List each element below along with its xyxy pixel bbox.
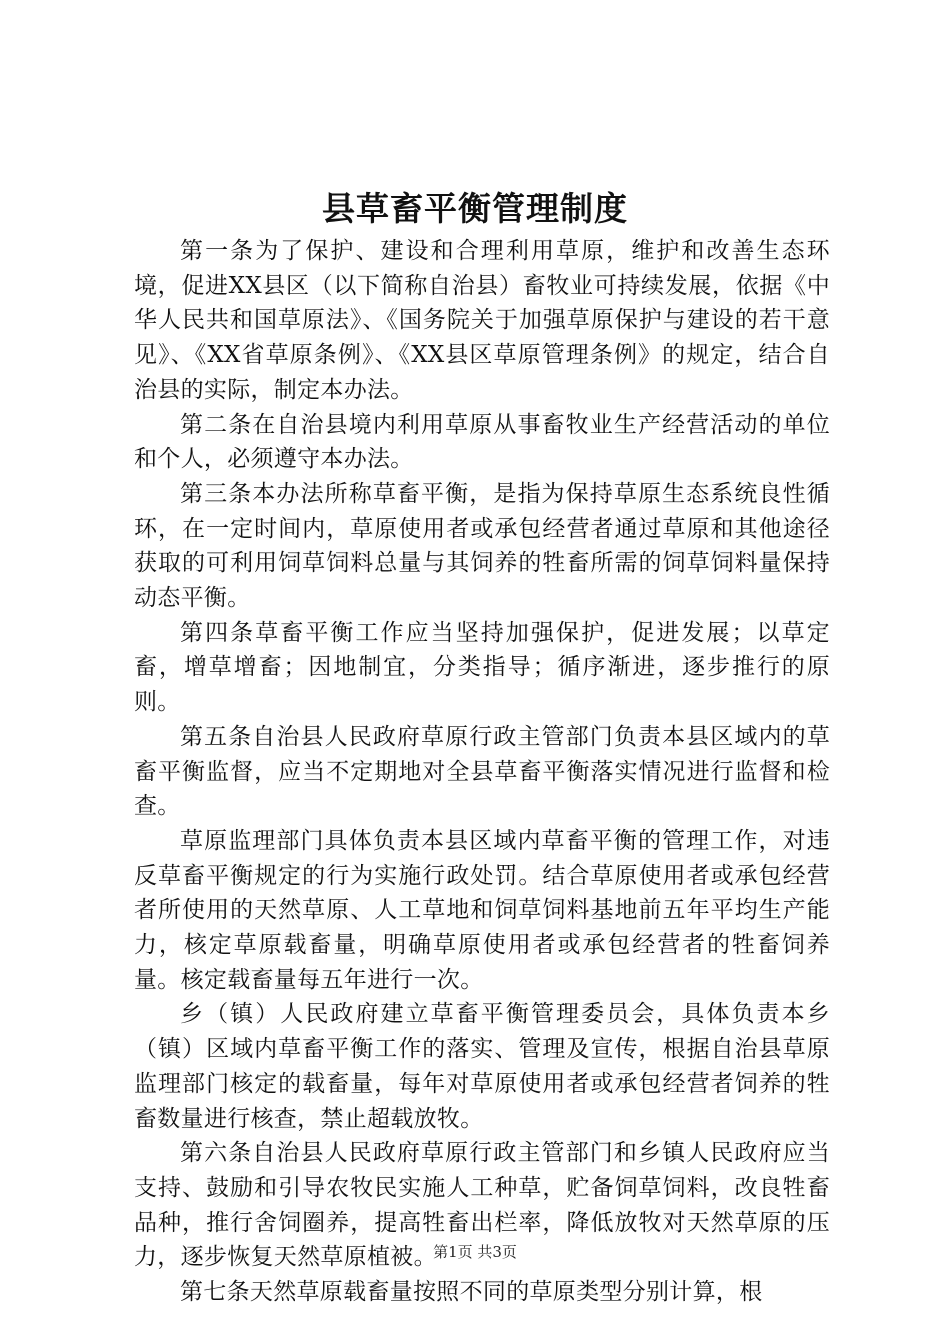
paragraph-article-6: 第六条自治县人民政府草原行政主管部门和乡镇人民政府应当支持、鼓励和引导农牧民实施人工种草，贮备饲草饲料，改良牲畜品种，推行舍饲圈养，提高牲畜出栏率，降低放牧对天然草原的压力，逐步恢复天然草原植被。	[134, 1140, 830, 1271]
document-title: 县草畜平衡管理制度	[322, 189, 628, 228]
paragraph-article-1: 第一条为了保护、建设和合理利用草原，维护和改善生态环境，促进XX县区（以下简称自治县）畜牧业可持续发展，依据《中华人民共和国草原法》、《国务院关于加强草原保护与建设的若干意见》、《XX省草原条例》、《XX县区草原管理条例》的规定，结合自治县的实际，制定本办法。	[134, 238, 830, 403]
paragraph-article-5-supervision: 草原监理部门具体负责本县区域内草畜平衡的管理工作，对违反草畜平衡规定的行为实施行政处罚。结合草原使用者或承包经营者所使用的天然草原、人工草地和饲草饲料基地前五年平均生产能力，核定草原载畜量，明确草原使用者或承包经营者的牲畜饲养量。核定载畜量每五年进行一次。	[134, 827, 830, 993]
paragraph-article-3: 第三条本办法所称草畜平衡，是指为保持草原生态系统良性循环，在一定时间内，草原使用者或承包经营者通过草原和其他途径获取的可利用饲草饲料总量与其饲养的牲畜所需的饲草饲料量保持动态平衡。	[134, 480, 830, 612]
paragraph-article-7: 第七条天然草原载畜量按照不同的草原类型分别计算，根	[180, 1279, 763, 1306]
page-number: 第1页 共3页	[433, 1243, 517, 1261]
paragraph-article-5: 第五条自治县人民政府草原行政主管部门负责本县区域内的草畜平衡监督，应当不定期地对全县草畜平衡落实情况进行监督和检查。	[134, 723, 830, 820]
paragraph-article-5-township: 乡（镇）人民政府建立草畜平衡管理委员会，具体负责本乡（镇）区域内草畜平衡工作的落实、管理及宣传，根据自治县草原监理部门核定的载畜量，每年对草原使用者或承包经营者饲养的牲畜数量进行核查，禁止超载放牧。	[134, 1001, 830, 1132]
paragraph-article-2: 第二条在自治县境内利用草原从事畜牧业生产经营活动的单位和个人，必须遵守本办法。	[134, 411, 830, 473]
paragraph-article-4: 第四条草畜平衡工作应当坚持加强保护，促进发展；以草定畜，增草增畜；因地制宜，分类指导；循序渐进，逐步推行的原则。	[134, 619, 830, 716]
